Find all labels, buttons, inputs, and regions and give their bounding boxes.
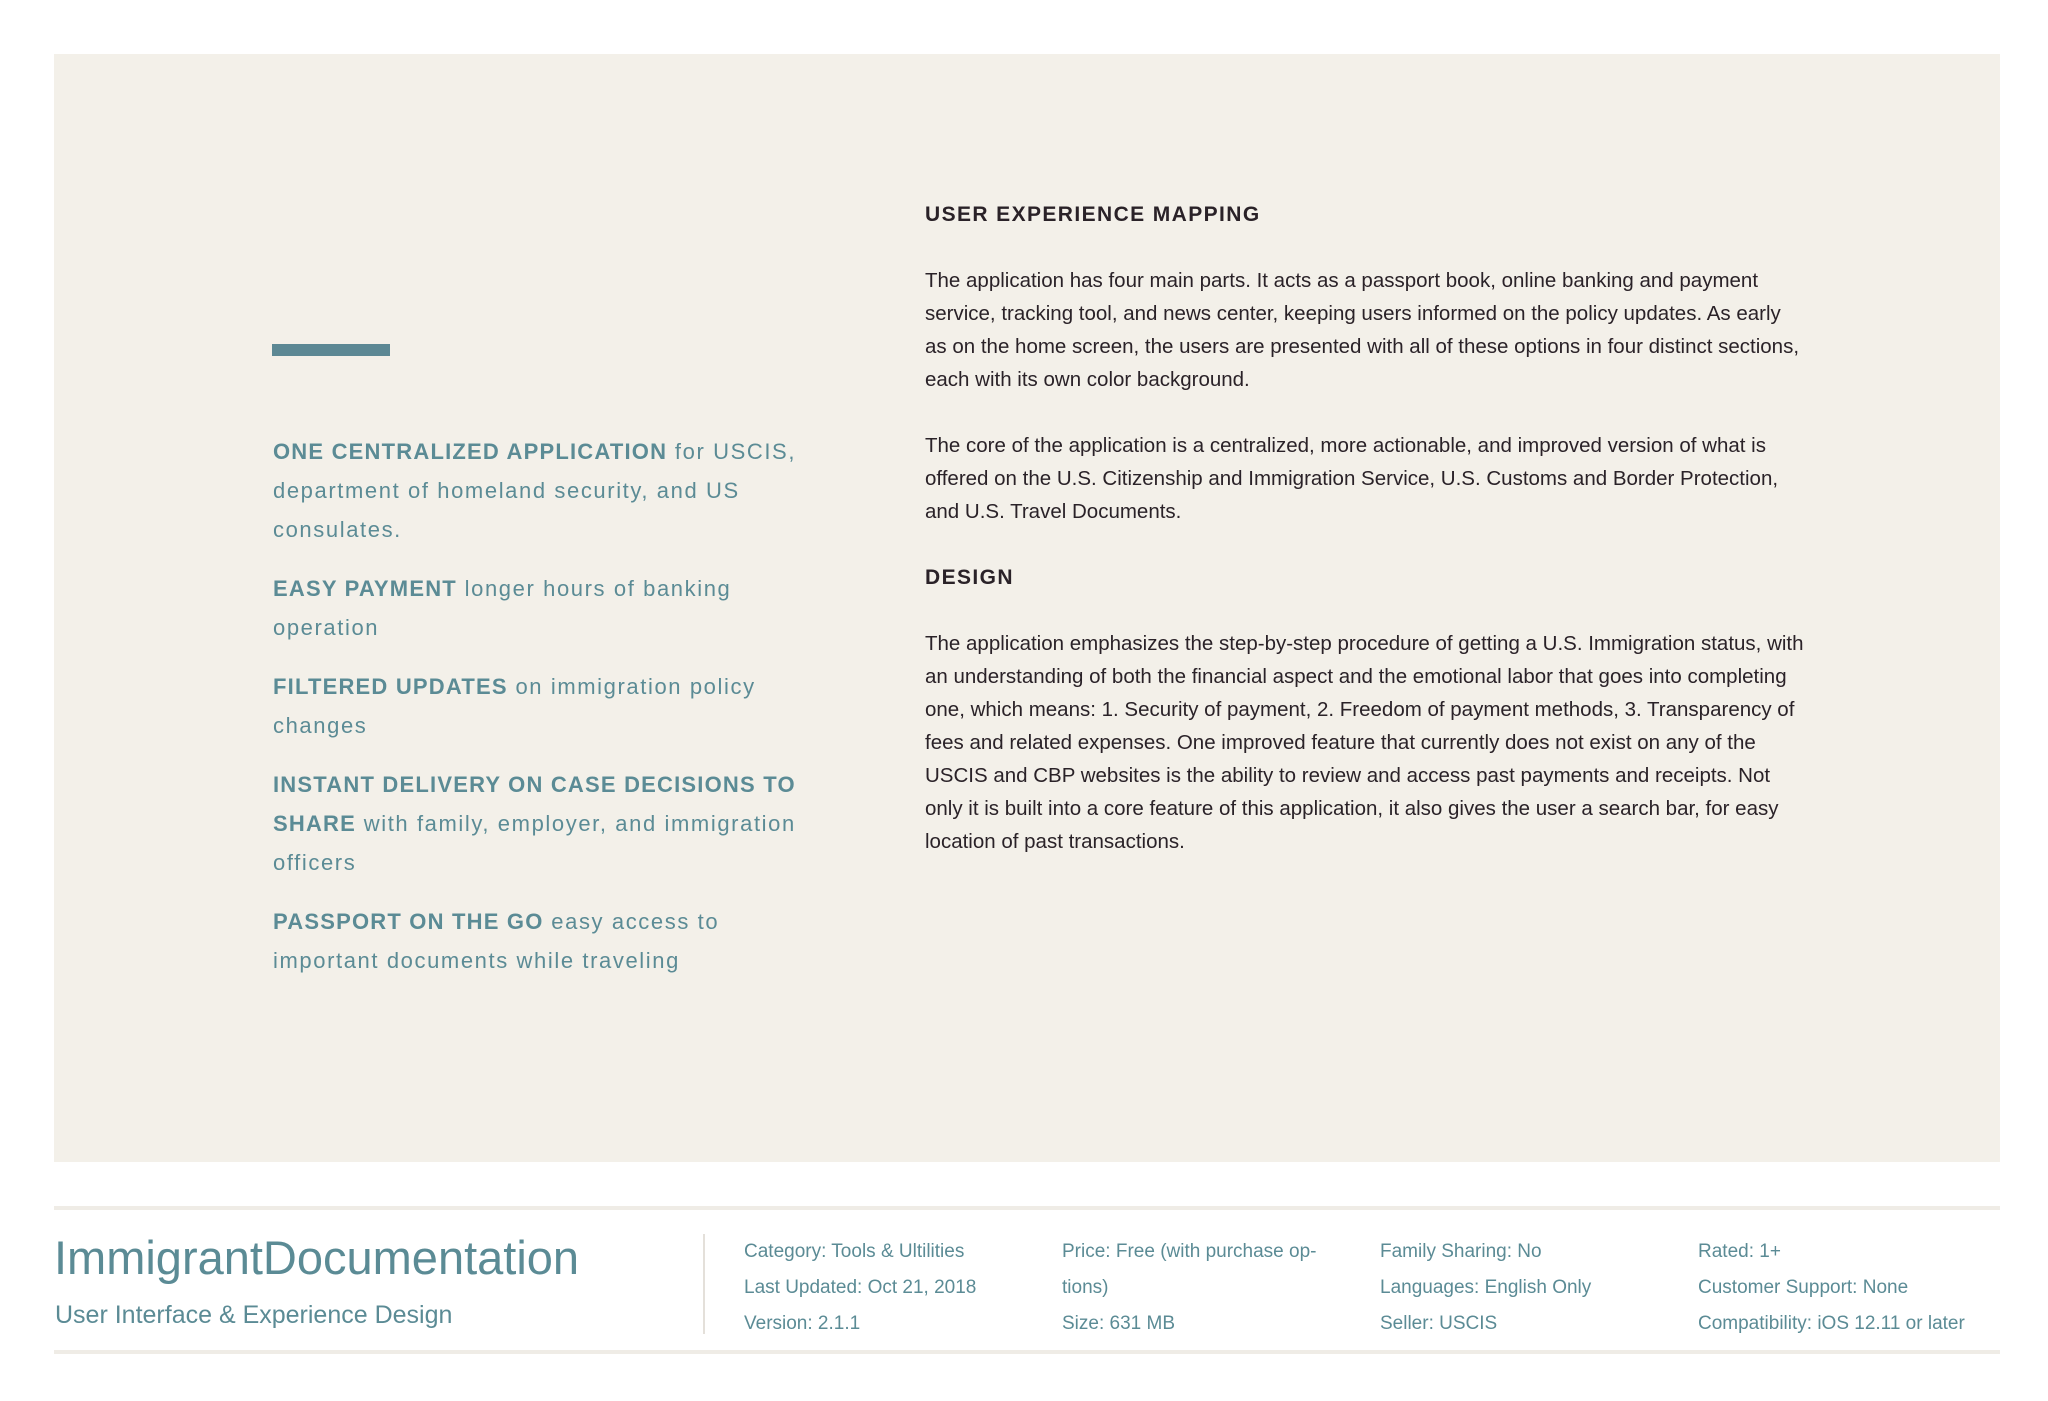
feature-list xyxy=(273,432,813,1000)
ux-heading: USER EXPERIENCE MAPPING xyxy=(925,203,1261,226)
feature-item xyxy=(273,902,813,980)
feature-title: PASSPORT ON THE GO xyxy=(273,909,544,934)
feature-title: ONE CENTRALIZED APPLICATION xyxy=(273,439,668,464)
meta-price-cont: tions) xyxy=(1062,1277,1109,1298)
meta-support: Customer Support: None xyxy=(1698,1277,1909,1298)
meta-column-4 xyxy=(1698,1234,1998,1342)
ux-paragraph-2: The core of the application is a centralized, more actionable, and improved version of what is offered on the U.S. Citizenship and Immigration Service, U.S. Customs and Border Protection, and U.S. Travel Documents. xyxy=(925,434,1779,523)
feature-title: EASY PAYMENT xyxy=(273,576,457,601)
ux-paragraph-1: The application has four main parts. It acts as a passport book, online banking and payment service, tracking tool, and news center, keeping users informed on the policy updates. As early as on the home screen, the users are presented with all of these options in four distinct sections, each with its own color background. xyxy=(925,269,1800,391)
footer-divider xyxy=(703,1234,705,1334)
footer-rule-bottom xyxy=(54,1350,2000,1354)
meta-size: Size: 631 MB xyxy=(1062,1313,1175,1334)
description-column xyxy=(925,198,1805,891)
feature-item xyxy=(273,667,813,745)
meta-column-1 xyxy=(744,1234,1044,1342)
feature-title: INSTANT DELIVERY ON CASE DECISIONS TO SHARE xyxy=(273,772,796,836)
meta-last-updated: Last Updated: Oct 21, 2018 xyxy=(744,1277,977,1298)
design-heading: DESIGN xyxy=(925,566,1014,589)
feature-item xyxy=(273,432,813,549)
meta-category: Category: Tools & Ultilities xyxy=(744,1241,965,1262)
app-title: ImmigrantDocumentation xyxy=(54,1231,580,1284)
app-subtitle: User Interface & Experience Design xyxy=(55,1301,453,1329)
footer-rule-top xyxy=(54,1206,2000,1210)
feature-desc: on immigration policy changes xyxy=(273,674,756,738)
feature-desc: with family, employer, and immigration officers xyxy=(273,811,796,875)
meta-languages: Languages: English Only xyxy=(1380,1277,1592,1298)
meta-rated: Rated: 1+ xyxy=(1698,1241,1781,1262)
accent-bar xyxy=(272,344,390,356)
meta-version: Version: 2.1.1 xyxy=(744,1313,861,1334)
feature-desc: easy access to important documents while traveling xyxy=(273,909,720,973)
feature-title: FILTERED UPDATES xyxy=(273,674,508,699)
feature-desc: for USCIS, department of homeland security, and US consulates. xyxy=(273,439,797,542)
feature-desc: longer hours of banking operation xyxy=(273,576,732,640)
meta-compatibility: Compatibility: iOS 12.11 or later xyxy=(1698,1313,1965,1334)
meta-price: Price: Free (with purchase op- xyxy=(1062,1241,1317,1262)
feature-item xyxy=(273,765,813,882)
design-paragraph: The application emphasizes the step-by-step procedure of getting a U.S. Immigration status, with an understanding of both the financial aspect and the emotional labor that goes into completing one, which means: 1. Security of payment, 2. Freedom of payment methods, 3. Transparency of fees and related expenses. One improved feature that currently does not exist on any of the USCIS and CBP websites is the ability to review and access past payments and receipts. Not only it is built into a core feature of this application, it also gives the user a search bar, for easy location of past transactions. xyxy=(925,632,1804,853)
meta-family-sharing: Family Sharing: No xyxy=(1380,1241,1542,1262)
feature-item xyxy=(273,569,813,647)
meta-seller: Seller: USCIS xyxy=(1380,1313,1498,1334)
meta-column-3 xyxy=(1380,1234,1680,1342)
meta-column-2 xyxy=(1062,1234,1362,1342)
